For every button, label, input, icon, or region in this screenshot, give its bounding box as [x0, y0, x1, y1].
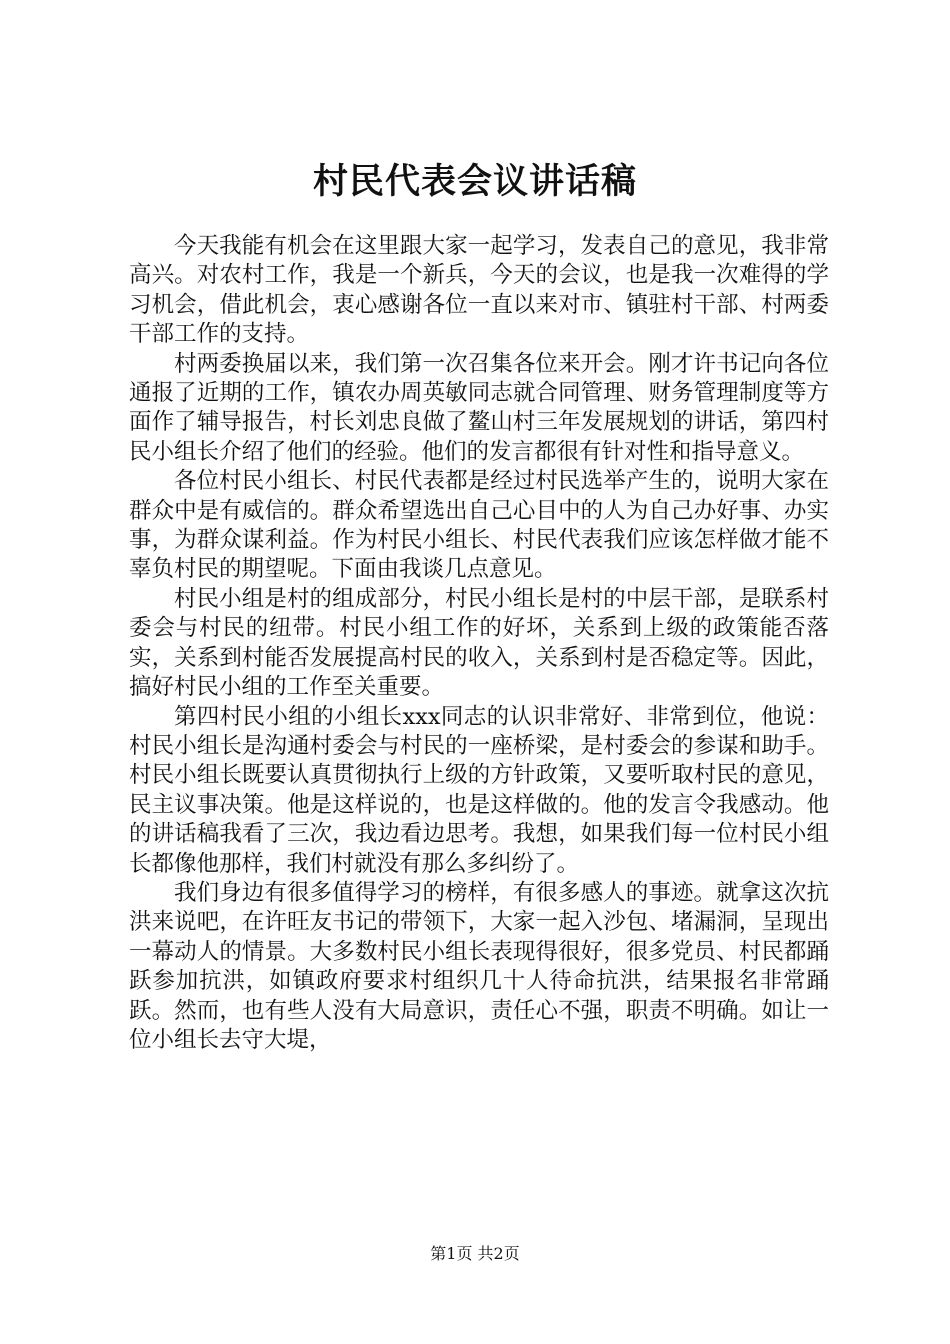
paragraph-3: 各位村民小组长、村民代表都是经过村民选举产生的，说明大家在群众中是有威信的。群众希望选出自己心目中的人为自己办好事、办实事，为群众谋利益。作为村民小组长、村民代表我们应该怎样做才能不辜负村民的期望呢。下面由我谈几点意见。 — [129, 468, 829, 583]
paragraph-2: 村两委换届以来，我们第一次召集各位来开会。刚才许书记向各位通报了近期的工作，镇农办周英敏同志就合同管理、财务管理制度等方面作了辅导报告，村长刘忠良做了鳌山村三年发展规划的讲话，第四村民小组长介绍了他们的经验。他们的发言都很有针对性和指导意义。 — [129, 350, 829, 465]
page-number-footer: 第1页 共2页 — [430, 1244, 520, 1263]
paragraph-1: 今天我能有机会在这里跟大家一起学习，发表自己的意见，我非常高兴。对农村工作，我是一个新兵，今天的会议，也是我一次难得的学习机会，借此机会，衷心感谢各位一直以来对市、镇驻村干部、村两委干部工作的支持。 — [129, 233, 829, 348]
document-title: 村民代表会议讲话稿 — [312, 161, 637, 202]
paragraph-5: 第四村民小组的小组长xxx同志的认识非常好、非常到位，他说：村民小组长是沟通村委会与村民的一座桥梁，是村委会的参谋和助手。村民小组长既要认真贯彻执行上级的方针政策，又要听取村民的意见，民主议事决策。他是这样说的，也是这样做的。他的发言令我感动。他的讲话稿我看了三次，我边看边思考。我想，如果我们每一位村民小组长都像他那样，我们村就没有那么多纠纷了。 — [129, 703, 829, 877]
paragraph-4: 村民小组是村的组成部分，村民小组长是村的中层干部，是联系村委会与村民的纽带。村民小组工作的好坏，关系到上级的政策能否落实，关系到村能否发展提高村民的收入，关系到村是否稳定等。因此，搞好村民小组的工作至关重要。 — [129, 585, 829, 701]
paragraph-6: 我们身边有很多值得学习的榜样，有很多感人的事迹。就拿这次抗洪来说吧，在许旺友书记的带领下，大家一起入沙包、堵漏洞，呈现出一幕动人的情景。大多数村民小组长表现得很好，很多党员、村民都踊跃参加抗洪，如镇政府要求村组织几十人待命抗洪，结果报名非常踊跃。然而，也有些人没有大局意识，责任心不强，职责不明确。如让一位小组长去守大堤， — [129, 879, 829, 1053]
document-body — [129, 232, 829, 1055]
